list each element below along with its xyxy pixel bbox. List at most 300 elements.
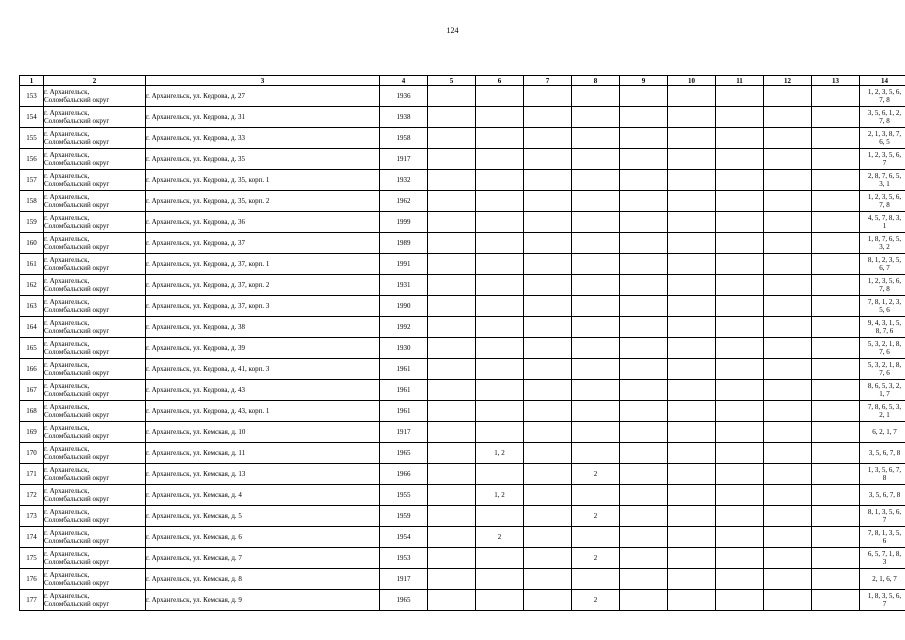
district-line-2: Соломбальский округ [44,558,110,566]
address-cell: г. Архангельск, ул. Кедрова, д. 37 [146,233,380,254]
column-14-line-1: 7, 8, 1, 3, 5, [867,529,902,537]
column-14-line-1: 1, 8, 3, 5, 6, [867,592,902,600]
column-13-cell [812,590,860,611]
column-6-cell [476,86,524,107]
row-number: 156 [20,149,44,170]
column-11-cell [716,485,764,506]
column-14-line-2: 6 [882,537,887,545]
column-header-3: 3 [146,76,380,86]
year-cell: 1966 [380,464,428,485]
column-10-cell [668,149,716,170]
year-cell: 1917 [380,422,428,443]
row-number: 160 [20,233,44,254]
column-11-cell [716,380,764,401]
column-6-cell [476,212,524,233]
column-14-line-1: 1, 8, 7, 6, 5, [867,235,902,243]
district-line-2: Соломбальский округ [44,243,110,251]
column-10-cell [668,359,716,380]
address-cell: г. Архангельск, ул. Кемская, д. 8 [146,569,380,590]
district-line-1: г. Архангельск, [44,487,90,495]
column-9-cell [620,569,668,590]
column-8-cell [572,485,620,506]
column-12-cell [764,128,812,149]
year-cell: 1959 [380,506,428,527]
column-7-cell [524,275,572,296]
district-cell [44,254,146,275]
district-line-1: г. Архангельск, [44,466,90,474]
column-14-line-1: 3, 5, 6, 7, 8 [868,491,901,499]
district-line-2: Соломбальский округ [44,537,110,545]
district-cell [44,359,146,380]
district-line-1: г. Архангельск, [44,130,90,138]
row-number: 166 [20,359,44,380]
column-header-13: 13 [812,76,860,86]
column-7-cell [524,506,572,527]
column-14-line-2: 7, 6 [879,369,890,377]
table-row [20,128,905,149]
column-11-cell [716,590,764,611]
year-cell: 1989 [380,233,428,254]
district-cell [44,128,146,149]
column-14-line-2: 3, 2 [879,243,890,251]
address-cell: г. Архангельск, ул. Кедрова, д. 35, корп. 1 [146,170,380,191]
column-8-cell [572,107,620,128]
column-5-cell [428,338,476,359]
district-line-2: Соломбальский округ [44,579,110,587]
column-14-line-1: 8, 1, 3, 5, 6, [867,508,902,516]
column-14-line-1: 4, 5, 7, 8, 3, [867,214,902,222]
column-7-cell [524,128,572,149]
district-cell [44,212,146,233]
column-13-cell [812,254,860,275]
district-line-1: г. Архангельск, [44,172,90,180]
table-row [20,443,905,464]
column-12-cell [764,212,812,233]
row-number: 173 [20,506,44,527]
column-10-cell [668,233,716,254]
district-line-1: г. Архангельск, [44,592,90,600]
column-13-cell [812,86,860,107]
column-header-11: 11 [716,76,764,86]
column-10-cell [668,212,716,233]
district-cell [44,233,146,254]
column-7-cell [524,254,572,275]
column-13-cell [812,422,860,443]
district-line-2: Соломбальский округ [44,117,110,125]
column-14-line-1: 9, 4, 3, 1, 5, [867,319,902,327]
column-7-cell [524,485,572,506]
column-14-cell [860,170,905,191]
address-cell: г. Архангельск, ул. Кемская, д. 9 [146,590,380,611]
column-14-line-2: 8 [882,474,887,482]
district-line-1: г. Архангельск, [44,109,90,117]
column-14-cell [860,443,905,464]
column-14-cell [860,590,905,611]
district-cell [44,506,146,527]
column-14-cell [860,107,905,128]
column-header-1: 1 [20,76,44,86]
column-8-cell [572,527,620,548]
column-7-cell [524,86,572,107]
row-number: 159 [20,212,44,233]
column-8-cell [572,275,620,296]
register-table [19,75,905,611]
column-13-cell [812,107,860,128]
column-14-line-2: 5, 6 [879,306,890,314]
district-line-2: Соломбальский округ [44,411,110,419]
column-14-line-1: 6, 5, 7, 1, 8, [867,550,902,558]
column-6-cell [476,254,524,275]
column-14-line-1: 2, 1, 3, 8, 7, [867,130,902,138]
column-10-cell [668,170,716,191]
column-header-8: 8 [572,76,620,86]
column-14-cell [860,485,905,506]
district-line-2: Соломбальский округ [44,432,110,440]
column-13-cell [812,401,860,422]
row-number: 169 [20,422,44,443]
column-9-cell [620,422,668,443]
column-14-cell [860,527,905,548]
row-number: 175 [20,548,44,569]
column-13-cell [812,464,860,485]
column-8-cell: 2 [572,464,620,485]
column-9-cell [620,590,668,611]
column-5-cell [428,569,476,590]
column-14-line-1: 1, 3, 5, 6, 7, [867,466,902,474]
column-6-cell: 2 [476,527,524,548]
column-12-cell [764,527,812,548]
table-row [20,191,905,212]
district-line-2: Соломбальский округ [44,201,110,209]
table-row [20,86,905,107]
column-11-cell [716,569,764,590]
table-body [20,86,905,611]
column-7-cell [524,359,572,380]
column-14-cell [860,149,905,170]
column-7-cell [524,380,572,401]
year-cell: 1955 [380,485,428,506]
district-line-1: г. Архангельск, [44,88,90,96]
column-13-cell [812,317,860,338]
column-9-cell [620,275,668,296]
district-line-1: г. Архангельск, [44,193,90,201]
column-14-line-1: 7, 8, 6, 5, 3, [867,403,902,411]
column-12-cell [764,254,812,275]
column-14-cell [860,569,905,590]
district-cell [44,191,146,212]
column-14-line-2: 1 [882,222,887,230]
column-14-line-1: 2, 8, 7, 6, 5, [867,172,902,180]
column-5-cell [428,443,476,464]
column-9-cell [620,464,668,485]
column-8-cell [572,149,620,170]
district-cell [44,107,146,128]
year-cell: 1953 [380,548,428,569]
table-row [20,506,905,527]
column-7-cell [524,401,572,422]
table-row [20,401,905,422]
column-8-cell [572,233,620,254]
address-cell: г. Архангельск, ул. Кемская, д. 10 [146,422,380,443]
column-14-line-1: 8, 1, 2, 3, 5, [867,256,902,264]
column-10-cell [668,128,716,149]
address-cell: г. Архангельск, ул. Кедрова, д. 35 [146,149,380,170]
district-line-2: Соломбальский округ [44,306,110,314]
address-cell: г. Архангельск, ул. Кедрова, д. 27 [146,86,380,107]
district-line-1: г. Архангельск, [44,571,90,579]
column-5-cell [428,359,476,380]
row-number: 158 [20,191,44,212]
column-14-cell [860,464,905,485]
year-cell: 1961 [380,401,428,422]
column-7-cell [524,464,572,485]
column-6-cell [476,233,524,254]
column-header-14: 14 [860,76,905,86]
column-header-9: 9 [620,76,668,86]
district-line-1: г. Архангельск, [44,550,90,558]
column-7-cell [524,422,572,443]
column-7-cell [524,149,572,170]
row-number: 153 [20,86,44,107]
column-14-line-2: 7 [882,600,887,608]
column-12-cell [764,86,812,107]
column-13-cell [812,506,860,527]
column-6-cell [476,380,524,401]
table-row [20,212,905,233]
address-cell: г. Архангельск, ул. Кедрова, д. 36 [146,212,380,233]
column-11-cell [716,212,764,233]
district-line-1: г. Архангельск, [44,298,90,306]
column-12-cell [764,569,812,590]
district-line-2: Соломбальский округ [44,453,110,461]
column-6-cell [476,275,524,296]
column-8-cell [572,128,620,149]
district-line-1: г. Архангельск, [44,382,90,390]
column-7-cell [524,338,572,359]
column-header-10: 10 [668,76,716,86]
column-10-cell [668,548,716,569]
column-8-cell [572,359,620,380]
column-9-cell [620,548,668,569]
address-cell: г. Архангельск, ул. Кедрова, д. 37, корп. 2 [146,275,380,296]
column-11-cell [716,338,764,359]
district-line-2: Соломбальский округ [44,600,110,608]
column-7-cell [524,107,572,128]
address-cell: г. Архангельск, ул. Кедрова, д. 37, корп. 1 [146,254,380,275]
column-13-cell [812,275,860,296]
column-11-cell [716,506,764,527]
column-11-cell [716,401,764,422]
column-10-cell [668,191,716,212]
district-cell [44,401,146,422]
column-11-cell [716,422,764,443]
district-line-1: г. Архангельск, [44,529,90,537]
table-header-row [20,76,905,86]
table-row [20,275,905,296]
column-14-cell [860,254,905,275]
column-14-line-1: 5, 3, 2, 1, 8, [867,340,902,348]
district-line-2: Соломбальский округ [44,327,110,335]
column-11-cell [716,527,764,548]
row-number: 174 [20,527,44,548]
district-line-1: г. Архангельск, [44,424,90,432]
column-5-cell [428,86,476,107]
column-9-cell [620,86,668,107]
row-number: 168 [20,401,44,422]
column-6-cell [476,296,524,317]
district-line-1: г. Архангельск, [44,214,90,222]
column-8-cell [572,338,620,359]
row-number: 154 [20,107,44,128]
column-9-cell [620,149,668,170]
column-8-cell [572,86,620,107]
row-number: 165 [20,338,44,359]
column-5-cell [428,317,476,338]
column-13-cell [812,170,860,191]
column-13-cell [812,443,860,464]
column-5-cell [428,464,476,485]
address-cell: г. Архангельск, ул. Кедрова, д. 38 [146,317,380,338]
column-14-line-2: 7, 8 [879,96,890,104]
column-10-cell [668,338,716,359]
column-13-cell [812,485,860,506]
row-number: 167 [20,380,44,401]
column-9-cell [620,359,668,380]
column-5-cell [428,107,476,128]
column-14-cell [860,338,905,359]
district-line-1: г. Архангельск, [44,508,90,516]
column-6-cell [476,338,524,359]
district-line-2: Соломбальский округ [44,222,110,230]
column-14-cell [860,212,905,233]
column-12-cell [764,296,812,317]
column-14-line-1: 1, 2, 3, 5, 6, [867,193,902,201]
column-14-line-2: 3, 1 [879,180,890,188]
column-13-cell [812,149,860,170]
address-cell: г. Архангельск, ул. Кедрова, д. 37, корп. 3 [146,296,380,317]
district-line-2: Соломбальский округ [44,516,110,524]
district-cell [44,275,146,296]
table-row [20,254,905,275]
address-cell: г. Архангельск, ул. Кемская, д. 4 [146,485,380,506]
column-14-line-1: 5, 3, 2, 1, 8, [867,361,902,369]
district-line-2: Соломбальский округ [44,180,110,188]
column-14-cell [860,275,905,296]
column-14-cell [860,548,905,569]
column-8-cell: 2 [572,590,620,611]
column-11-cell [716,128,764,149]
column-11-cell [716,317,764,338]
column-6-cell [476,191,524,212]
column-14-cell [860,233,905,254]
year-cell: 1954 [380,527,428,548]
column-9-cell [620,443,668,464]
column-5-cell [428,380,476,401]
column-6-cell: 1, 2 [476,485,524,506]
column-9-cell [620,107,668,128]
column-12-cell [764,149,812,170]
column-10-cell [668,380,716,401]
column-14-cell [860,380,905,401]
column-14-cell [860,317,905,338]
column-14-cell [860,422,905,443]
row-number: 176 [20,569,44,590]
column-12-cell [764,443,812,464]
district-line-2: Соломбальский округ [44,96,110,104]
year-cell: 1961 [380,359,428,380]
column-5-cell [428,548,476,569]
column-14-line-2: 7, 8 [879,201,890,209]
column-7-cell [524,590,572,611]
address-cell: г. Архангельск, ул. Кедрова, д. 43, корп. 1 [146,401,380,422]
column-11-cell [716,86,764,107]
column-8-cell [572,443,620,464]
column-7-cell [524,233,572,254]
row-number: 171 [20,464,44,485]
column-6-cell [476,464,524,485]
column-8-cell [572,191,620,212]
column-10-cell [668,401,716,422]
row-number: 155 [20,128,44,149]
column-5-cell [428,527,476,548]
column-10-cell [668,569,716,590]
column-5-cell [428,212,476,233]
table-row [20,422,905,443]
district-cell [44,443,146,464]
table-row [20,569,905,590]
column-6-cell [476,359,524,380]
district-cell [44,149,146,170]
column-10-cell [668,296,716,317]
district-cell [44,422,146,443]
district-line-2: Соломбальский округ [44,138,110,146]
column-8-cell [572,569,620,590]
address-cell: г. Архангельск, ул. Кедрова, д. 41, корп. 3 [146,359,380,380]
column-5-cell [428,422,476,443]
district-line-1: г. Архангельск, [44,361,90,369]
column-7-cell [524,443,572,464]
column-13-cell [812,380,860,401]
column-14-line-1: 1, 2, 3, 5, 6, [867,151,902,159]
column-11-cell [716,443,764,464]
table-row [20,380,905,401]
column-14-line-2: 3 [882,558,887,566]
column-11-cell [716,170,764,191]
column-13-cell [812,548,860,569]
district-line-2: Соломбальский округ [44,348,110,356]
column-13-cell [812,338,860,359]
column-14-line-1: 1, 2, 3, 5, 6, [867,88,902,96]
table-row [20,170,905,191]
column-13-cell [812,233,860,254]
column-10-cell [668,485,716,506]
district-line-2: Соломбальский округ [44,474,110,482]
column-header-7: 7 [524,76,572,86]
district-line-1: г. Архангельск, [44,235,90,243]
column-11-cell [716,548,764,569]
column-12-cell [764,422,812,443]
district-cell [44,380,146,401]
column-11-cell [716,191,764,212]
column-7-cell [524,527,572,548]
column-5-cell [428,191,476,212]
column-12-cell [764,233,812,254]
column-7-cell [524,212,572,233]
column-5-cell [428,590,476,611]
column-7-cell [524,296,572,317]
column-10-cell [668,443,716,464]
column-6-cell [476,506,524,527]
